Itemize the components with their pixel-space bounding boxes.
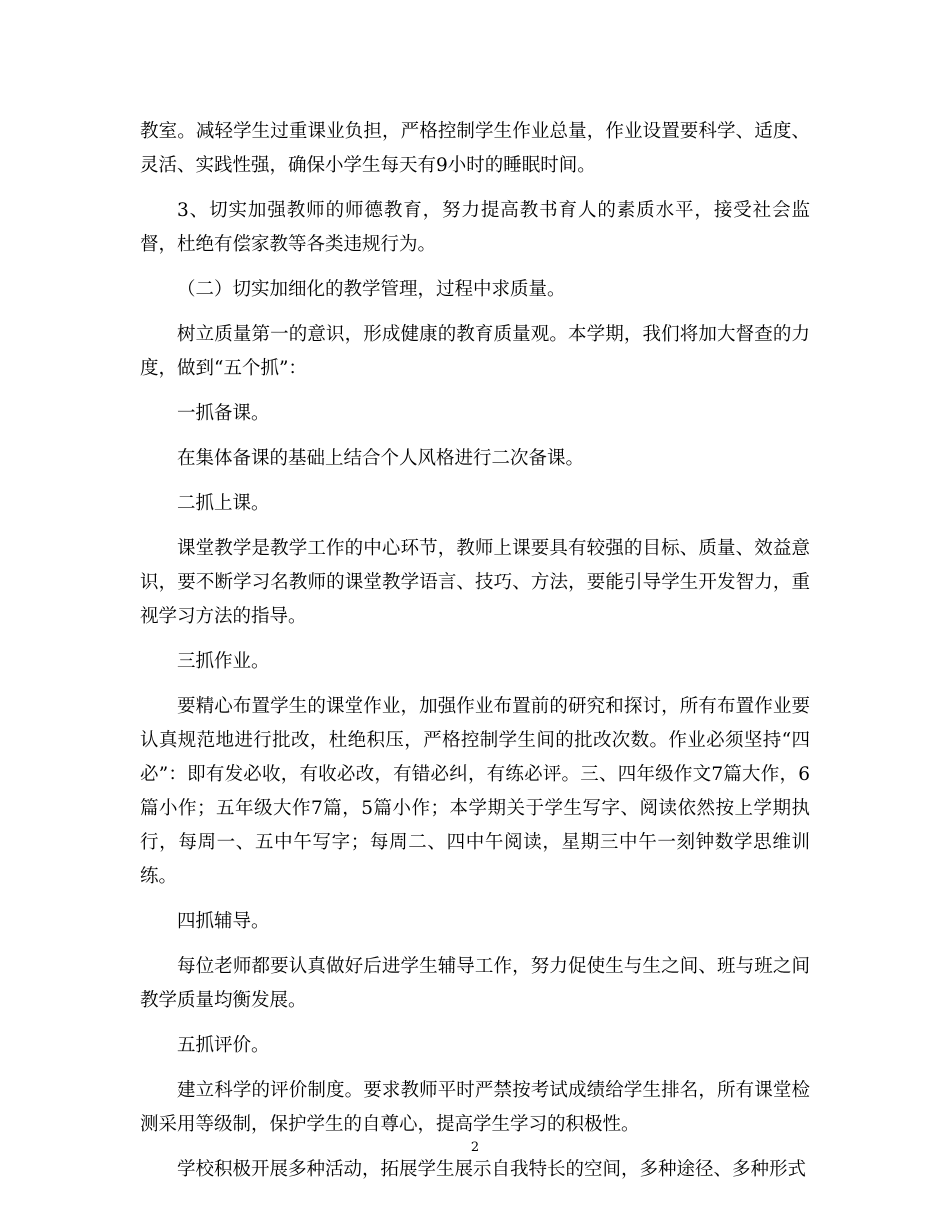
paragraph: 在集体备课的基础上结合个人风格进行二次备课。 — [177, 448, 585, 469]
subheading: 一抓备课。 — [177, 403, 270, 424]
paragraph: 教室。减轻学生过重课业负担，严格控制学生作业总量，作业设置要科学、适度、灵活、实践性强，确保小学生每天有9小时的睡眠时间。 — [140, 121, 810, 176]
subheading: 四抓辅导。 — [177, 911, 270, 932]
subheading: 五抓评价。 — [177, 1035, 270, 1056]
section-heading: （二）切实加细化的教学管理，过程中求质量。 — [177, 279, 566, 300]
subheading: 二抓上课。 — [177, 493, 270, 514]
paragraph: 学校积极开展多种活动，拓展学生展示自我特长的空间，多种途径、多种形式 — [177, 1159, 807, 1180]
page-number: 2 — [470, 1140, 480, 1155]
paragraph: 建立科学的评价制度。要求教师平时严禁按考试成绩给学生排名，所有课堂检测采用等级制，保护学生的自尊心，提高学生学习的积极性。 — [140, 1080, 810, 1135]
paragraph: 树立质量第一的意识，形成健康的教育质量观。本学期，我们将加大督查的力度，做到“五个抓”： — [140, 324, 810, 379]
document-body — [140, 115, 810, 1198]
paragraph: 每位老师都要认真做好后进学生辅导工作，努力促使生与生之间、班与班之间教学质量均衡发展。 — [140, 956, 810, 1011]
subheading: 三抓作业。 — [177, 651, 270, 672]
paragraph: 3、切实加强教师的师德教育，努力提高教书育人的素质水平，接受社会监督，杜绝有偿家教等各类违规行为。 — [140, 200, 810, 255]
paragraph: 要精心布置学生的课堂作业，加强作业布置前的研究和探讨，所有布置作业要认真规范地进行批改，杜绝积压，严格控制学生间的批改次数。作业必须坚持“四必”：即有发必收，有收必改，有错必纠，有练必评。三、四年级作文7篇大作，6篇小作；五年级大作7篇，5篇小作；本学期关于学生写字、阅读依然按上学期执行，每周一、五中午写字；每周二、四中午阅读，星期三中午一刻钟数学思维训练。 — [140, 696, 810, 887]
paragraph: 课堂教学是教学工作的中心环节，教师上课要具有较强的目标、质量、效益意识，要不断学习名教师的课堂教学语言、技巧、方法，要能引导学生开发智力，重视学习方法的指导。 — [140, 538, 810, 627]
